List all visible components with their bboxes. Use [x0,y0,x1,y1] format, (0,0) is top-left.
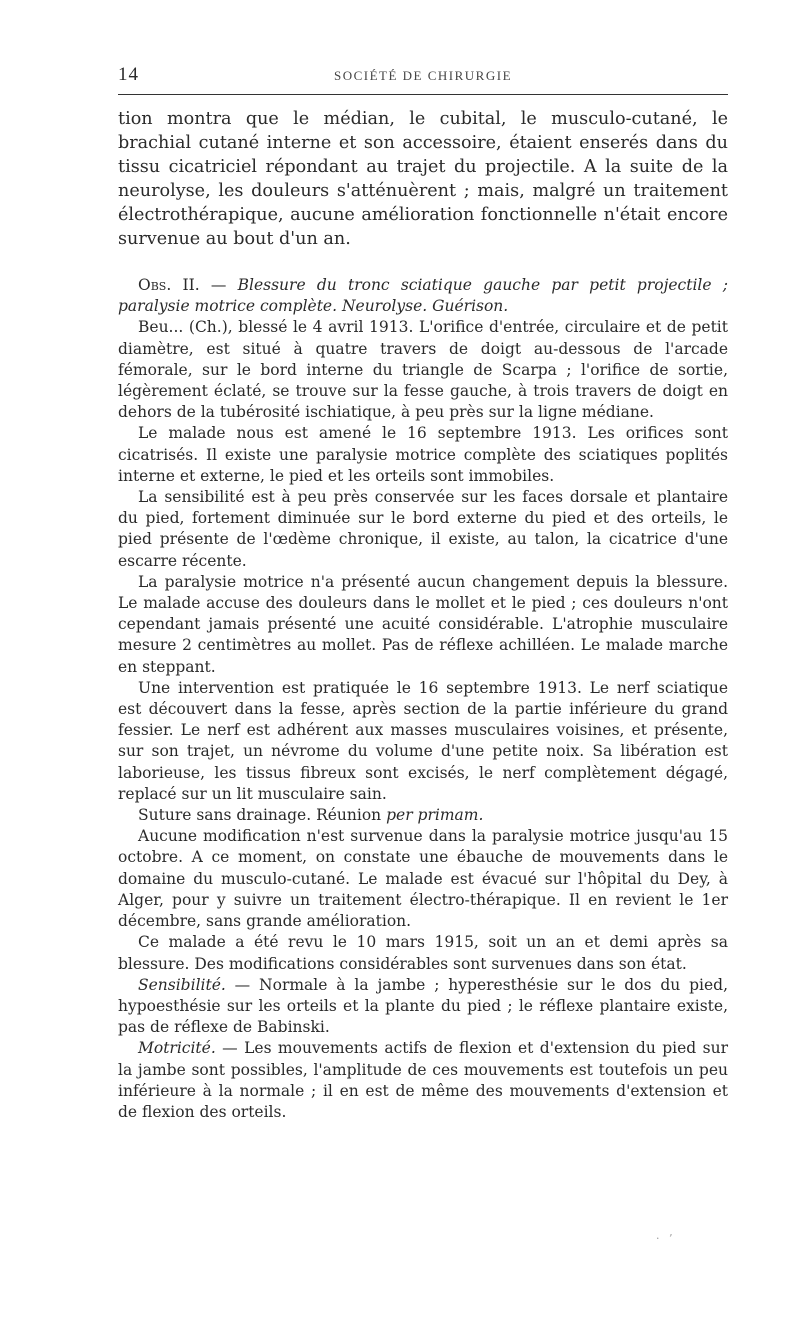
intro-paragraph: tion montra que le médian, le cubital, le musculo-cutané, le brachial cutané interne et son accessoire, étaient enserés dans du tissu cicatriciel répondant au trajet du projectile. A la suite de la neurolyse, les douleurs s'atténuèrent ; mais, malgré un traitement électrothérapique, aucune amélioration fonctionnelle n'était encore survenue au bout d'un an. [118,109,728,249]
intro-section [118,107,728,251]
suture-text: Suture sans drainage. Réunion [138,806,387,825]
observation-heading [118,275,728,317]
sensibilite-paragraph [118,975,728,1039]
motricite-text: — Les mouvements actifs de flexion et d'extension du pied sur la jambe sont possibles, l'amplitude de ces mouvements est toutefois un peu inférieure à la normale ; il en est de même des mouvements d'extension et de flexion des orteils. [118,1039,728,1121]
sensibilite-label: Sensibilité. [138,975,226,994]
body-paragraph: Le malade nous est amené le 16 septembre 1913. Les orifices sont cicatrisés. Il existe une paralysie motrice complète des sciatiques poplités interne et externe, le pied et les orteils sont immobiles. [118,424,728,485]
motricite-paragraph [118,1038,728,1123]
sensibilite-text: — Normale à la jambe ; hyperesthésie sur le dos du pied, hypoesthésie sur les orteils et la plante du pied ; le réflexe plantaire existe, pas de réflexe de Babinski. [118,975,728,1037]
running-head [118,60,728,90]
body-paragraph: Ce malade a été revu le 10 mars 1915, soit un an et demi après sa blessure. Des modifications considérables sont survenues dans son état. [118,933,728,973]
body-paragraph: Beu... (Ch.), blessé le 4 avril 1913. L'orifice d'entrée, circulaire et de petit diamètre, est situé à quatre travers de doigt au-dessous de l'arcade fémorale, sur le bord interne du triangle de Scarpa ; l'orifice de sortie, légèrement éclaté, se trouve sur la fesse gauche, à trois travers de doigt en dehors de la tubérosité ischiatique, à peu près sur la ligne médiane. [118,318,728,422]
suture-paragraph [118,805,728,826]
footer-mark: · ’ [656,1232,676,1245]
observation-label: Obs. II. [138,276,200,294]
page [118,60,728,1123]
motricite-label: Motricité. [138,1039,216,1058]
header-rule [118,94,728,95]
body-paragraph: Une intervention est pratiquée le 16 septembre 1913. Le nerf sciatique est découvert dans la fesse, après section de la partie inférieure du grand fessier. Le nerf est adhérent aux masses musculaires voisines, et présente, sur son trajet, un névrome du volume d'une petite noix. Sa libération est laborieuse, les tissus fibreux sont excisés, le nerf complètement dégagé, replacé sur un lit musculaire sain. [118,678,728,803]
body-paragraph: Aucune modification n'est survenue dans la paralysie motrice jusqu'au 15 octobre. A ce moment, on constate une ébauche de mouvements dans le domaine du musculo-cutané. Le malade est évacué sur l'hôpital du Dey, à Alger, pour y suivre un traitement électro-thérapique. Il en revient le 1er décembre, sans grande amélioration. [118,827,728,931]
suture-italic: per primam. [386,806,484,825]
observation-dash: — [199,276,238,294]
body-paragraph: La sensibilité est à peu près conservée sur les faces dorsale et plantaire du pied, fortement diminuée sur le bord externe du pied et des orteils, le pied présente de l'œdème chronique, il existe, au talon, la cicatrice d'une escarre récente. [118,488,728,570]
page-number: 14 [118,64,139,85]
journal-title: SOCIÉTÉ DE CHIRURGIE [333,68,513,83]
observation-title: Blessure du tronc sciatique gauche par petit projectile ; paralysie motrice complète. Neurolyse. Guérison. [118,276,728,316]
body-paragraph: La paralysie motrice n'a présenté aucun changement depuis la blessure. Le malade accuse des douleurs dans le mollet et le pied ; ces douleurs n'ont cependant jamais présenté une acuité considérable. L'atrophie musculaire mesure 2 centimètres au mollet. Pas de réflexe achilléen. Le malade marche en steppant. [118,572,728,676]
observation-section [118,275,728,1123]
